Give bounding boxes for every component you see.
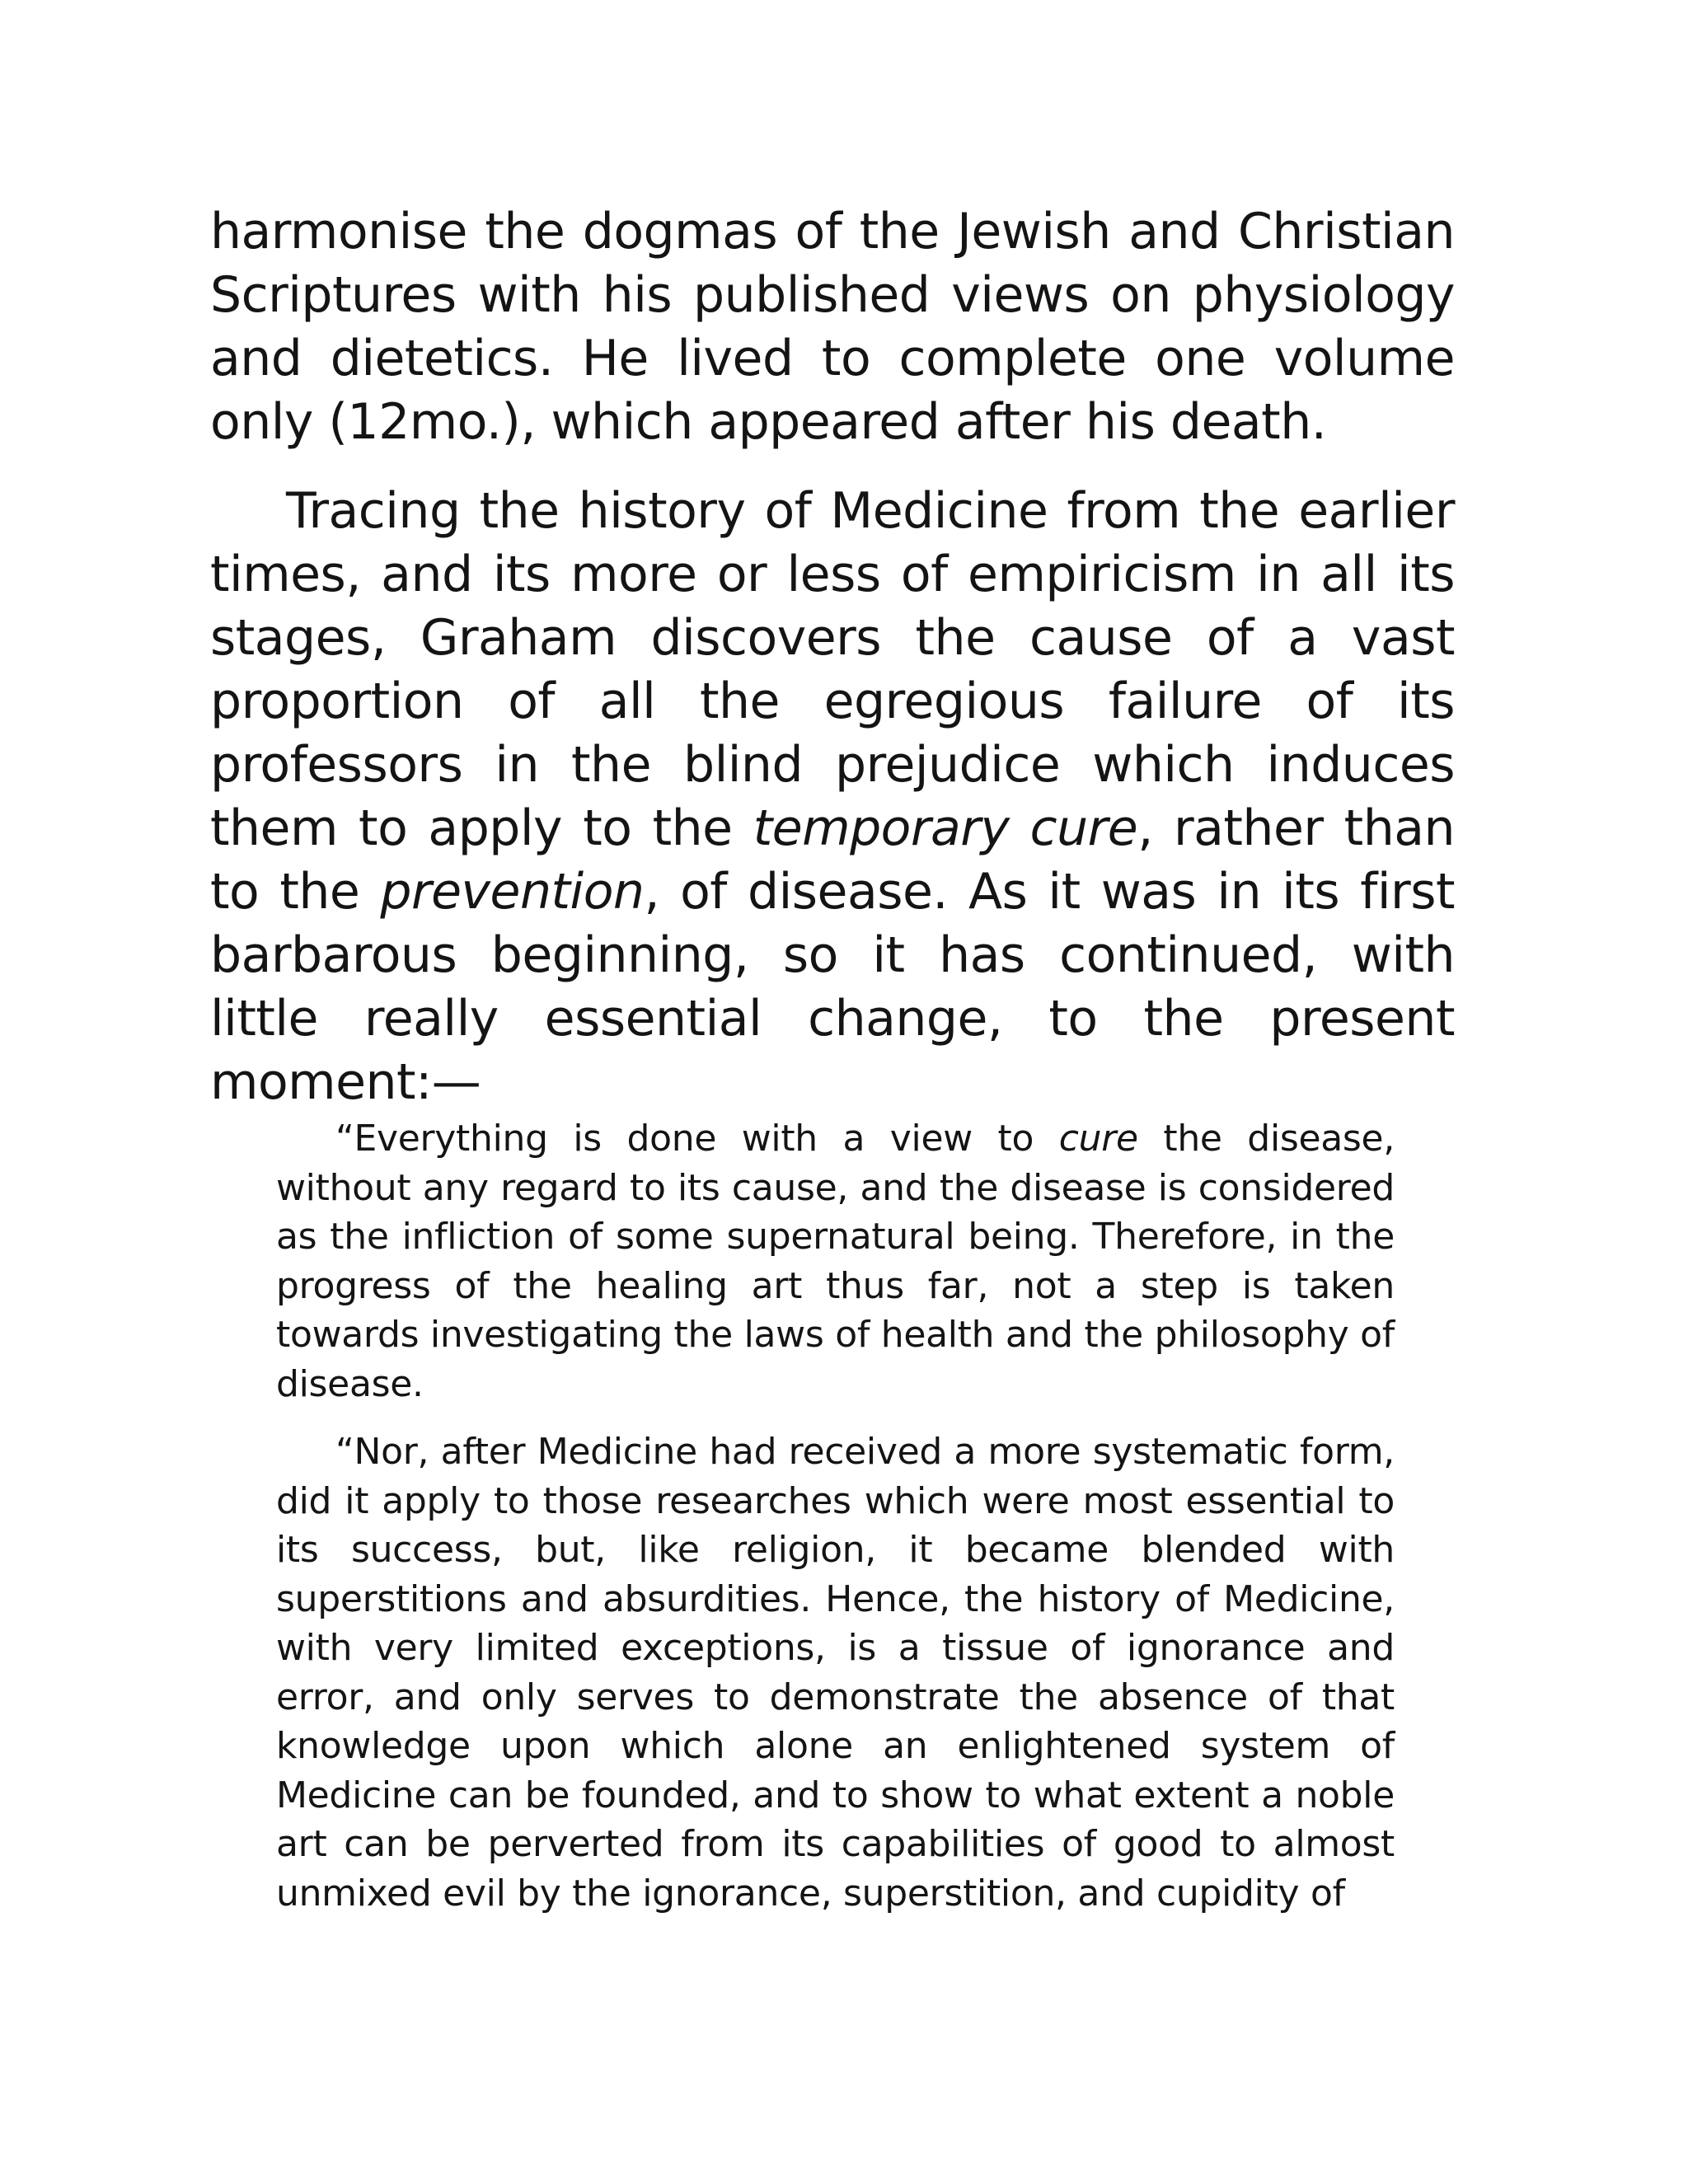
emphasis-temporary-cure: temporary cure	[753, 799, 1138, 857]
text-run: , rather than to the	[210, 799, 1456, 921]
text-run: , of disease. As it was in its first barbarous beginning, so it has continued, with little really essential change, to the present moment:—	[210, 863, 1455, 1111]
text-run: Tracing the history of Medicine from the earlier times, and its more or less of empiricism in all its stages, Graham discovers the cause of a vast proportion of all the egregious failure of its professors in the blind prejudice which induces them to apply to the	[210, 482, 1455, 857]
quote-paragraph-2: “Nor, after Medicine had received a more systematic form, did it apply to those researches which were most essential to its success, but, like religion, it became blended with superstitions and absurdities. Hence, the history of Medicine, with very limited exceptions, is a tissue of ignorance and error, and only serves to demonstrate the absence of that knowledge upon which alone an enlightened system of Medicine can be founded, and to show to what extent a noble art can be perverted from its capabilities of good to almost unmixed evil by the ignorance, superstition, and cupidity of	[276, 1431, 1395, 1915]
paragraph-continuation: harmonise the dogmas of the Jewish and Christian Scriptures with his published views on physiology and dietetics. He lived to complete one volume only (12mo.), which appeared after his death.	[210, 203, 1455, 451]
text-run: “Everything is done with a view to	[335, 1118, 1059, 1160]
emphasis-prevention: prevention	[380, 863, 645, 921]
emphasis-cure: cure	[1058, 1118, 1138, 1160]
quote-paragraph-1	[276, 1114, 1395, 1408]
block-quote	[276, 1114, 1395, 1918]
page-body	[210, 200, 1455, 1114]
text-run: the disease, without any regard to its cause, and the disease is considered as the infliction of some supernatural being. Therefore, in the progress of the healing art thus far, not a step is taken towards investigating the laws of health and the philosophy of disease.	[276, 1118, 1395, 1405]
paragraph-graham-history	[210, 480, 1455, 1114]
